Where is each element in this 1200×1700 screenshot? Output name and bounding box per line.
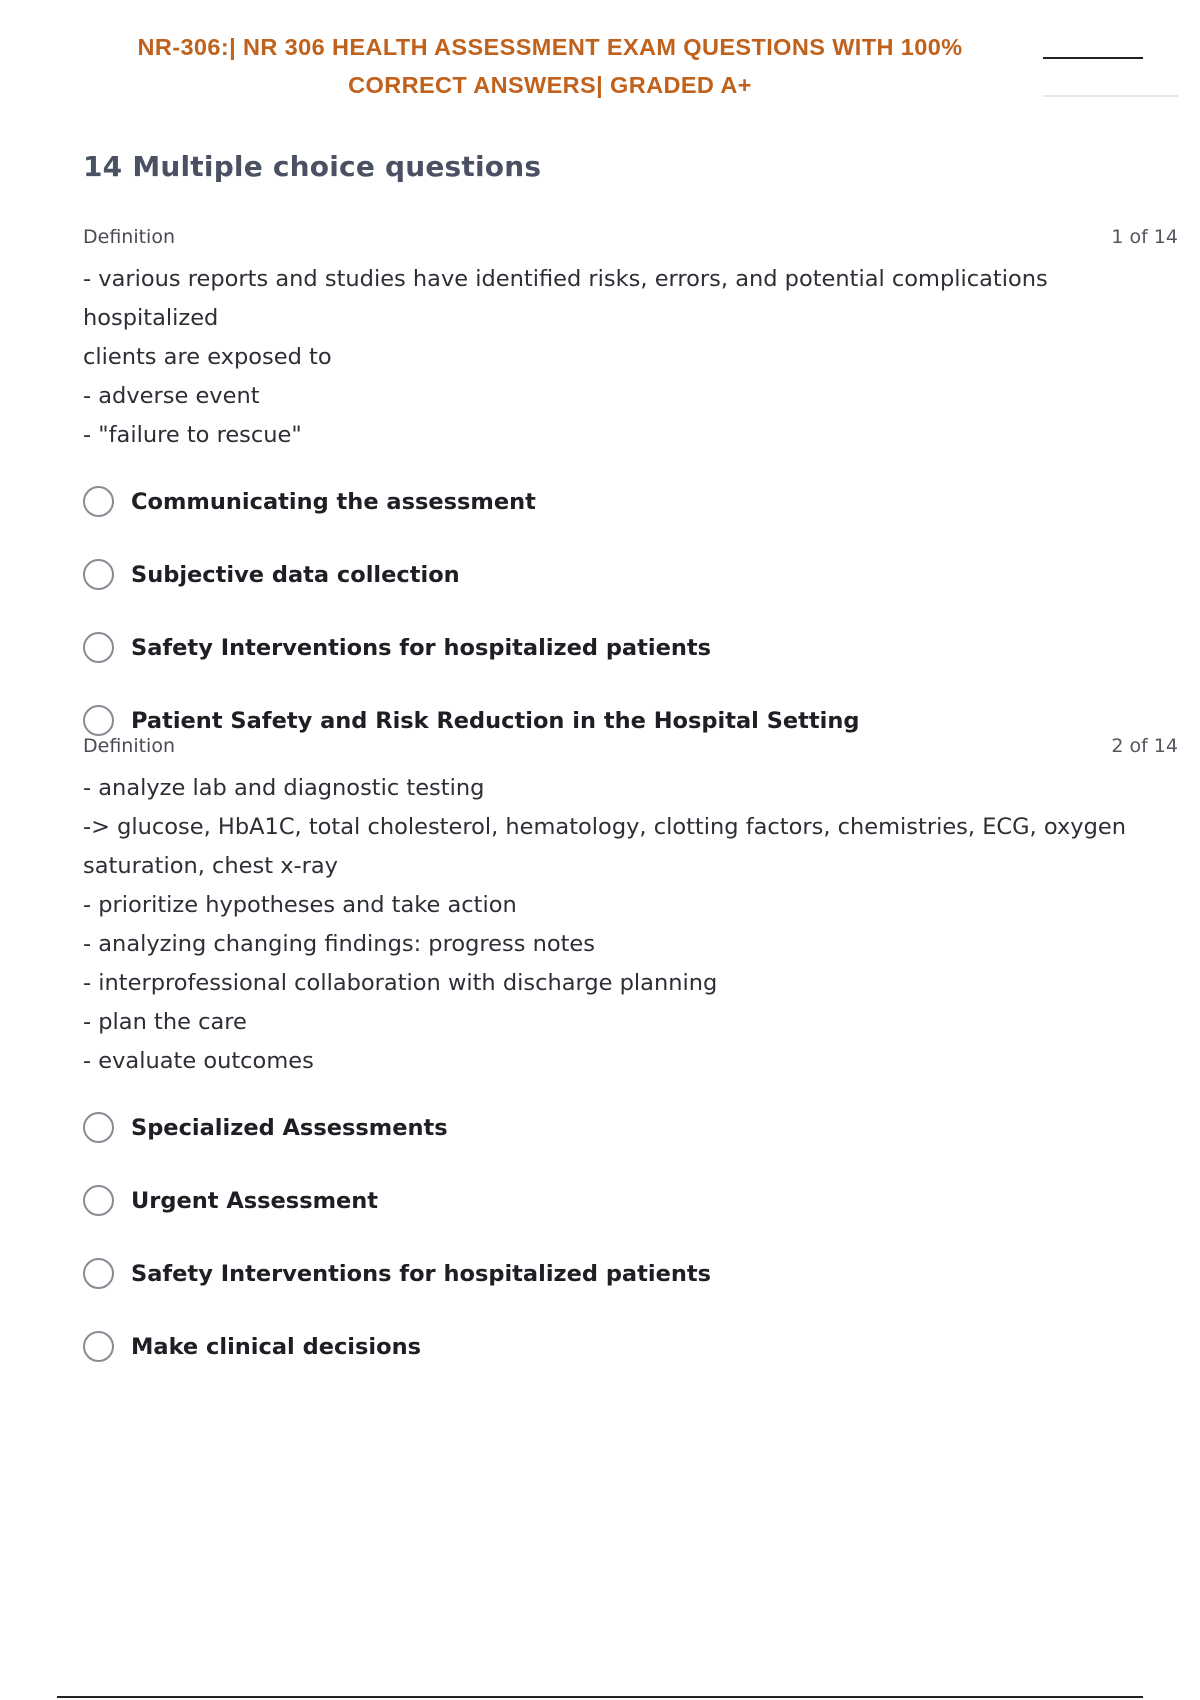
radio-button[interactable] (83, 486, 114, 517)
definition-line: - prioritize hypotheses and take action (83, 892, 517, 918)
definition-line: - analyzing changing findings: progress notes (83, 931, 595, 957)
radio-button[interactable] (83, 1185, 114, 1216)
definition-line: - analyze lab and diagnostic testing (83, 775, 485, 801)
answer-option[interactable] (83, 1310, 1178, 1383)
radio-button[interactable] (83, 559, 114, 590)
answer-option[interactable] (83, 538, 1178, 611)
radio-button[interactable] (83, 632, 114, 663)
definition-line: -> glucose, HbA1C, total cholesterol, hematology, clotting factors, chemistries, ECG, oxygen (83, 814, 1126, 840)
footer-line (57, 1696, 1143, 1698)
question-definition (83, 769, 1178, 1081)
question-counter: 2 of 14 (1111, 735, 1178, 757)
answer-option-label: Communicating the assessment (131, 488, 536, 515)
question-counter: 1 of 14 (1111, 226, 1178, 248)
question-card-2 (83, 735, 1178, 1383)
answer-option[interactable] (83, 1237, 1178, 1310)
document-header (30, 28, 1070, 104)
definition-line: clients are exposed to (83, 344, 332, 370)
answer-options (83, 465, 1178, 757)
definition-line: - adverse event (83, 383, 260, 409)
header-faint-line (1043, 95, 1178, 97)
question-definition (83, 260, 1178, 455)
radio-button[interactable] (83, 1112, 114, 1143)
answer-option-label: Patient Safety and Risk Reduction in the Hospital Setting (131, 707, 860, 734)
answer-option[interactable] (83, 611, 1178, 684)
definition-line: - interprofessional collaboration with discharge planning (83, 970, 718, 996)
definition-line: - evaluate outcomes (83, 1048, 314, 1074)
radio-button[interactable] (83, 1331, 114, 1362)
answer-option[interactable] (83, 1164, 1178, 1237)
answer-option-label: Safety Interventions for hospitalized patients (131, 1260, 712, 1287)
answer-option[interactable] (83, 465, 1178, 538)
definition-line: - various reports and studies have identified risks, errors, and potential complications hospitalized (83, 266, 1048, 331)
header-underline (1043, 57, 1143, 59)
header-title-line-2: CORRECT ANSWERS| GRADED A+ (348, 72, 752, 98)
answer-option-label: Urgent Assessment (131, 1187, 379, 1214)
radio-button[interactable] (83, 1258, 114, 1289)
question-card-1 (83, 226, 1178, 757)
definition-line: - plan the care (83, 1009, 247, 1035)
answer-option-label: Specialized Assessments (131, 1114, 448, 1141)
definition-line: saturation, chest x-ray (83, 853, 338, 879)
question-label: Definition (83, 226, 176, 248)
answer-option[interactable] (83, 1091, 1178, 1164)
answer-option-label: Make clinical decisions (131, 1333, 421, 1360)
header-title-line-1: NR-306:| NR 306 HEALTH ASSESSMENT EXAM QUESTIONS WITH 100% (137, 34, 963, 60)
section-title: 14 Multiple choice questions (83, 150, 542, 183)
question-label: Definition (83, 735, 176, 757)
answer-option-label: Safety Interventions for hospitalized patients (131, 634, 712, 661)
definition-line: - "failure to rescue" (83, 422, 302, 448)
radio-button[interactable] (83, 705, 114, 736)
answer-options (83, 1091, 1178, 1383)
answer-option-label: Subjective data collection (131, 561, 460, 588)
